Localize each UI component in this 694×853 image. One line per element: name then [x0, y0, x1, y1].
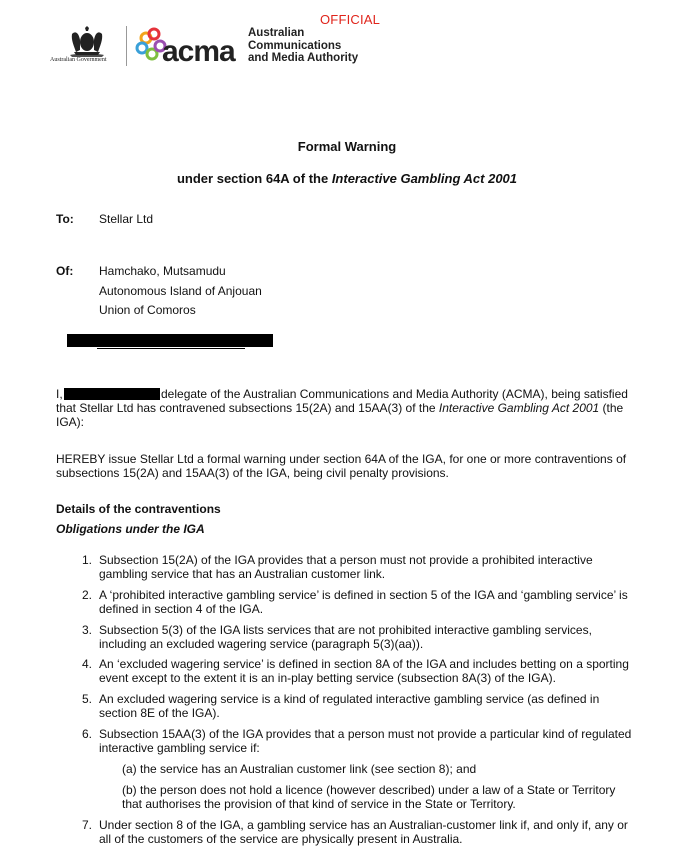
to-label: To:: [56, 212, 74, 226]
sub-item: [122, 783, 632, 811]
item-line: section 8E of the IGA).: [99, 706, 220, 720]
acma-name-line: Communications: [248, 39, 342, 52]
obligations-heading: Obligations under the IGA: [56, 522, 205, 536]
intro-line-2-act: Interactive Gambling Act 2001: [438, 401, 600, 415]
item-text: [99, 692, 639, 720]
classification-marking: OFFICIAL: [320, 12, 381, 27]
of-label: Of:: [56, 264, 74, 278]
sub-item-line: (b) the person does not hold a licence (however described) under a law of a State or Territory: [122, 783, 616, 797]
of-line: Union of Comoros: [99, 303, 196, 317]
item-line: including an excluded wagering service (paragraph 5(3)(aa)).: [99, 637, 424, 651]
item-number: 6.: [81, 727, 92, 741]
acma-name-line: Australian: [248, 27, 305, 39]
to-value: Stellar Ltd: [99, 212, 154, 226]
subtitle-act: Interactive Gambling Act 2001: [331, 171, 518, 186]
item-line: Subsection 15(2A) of the IGA provides that a person must not provide a prohibited interactive: [99, 553, 593, 567]
intro-line-2: [56, 401, 623, 415]
intro-line-3: IGA):: [56, 415, 85, 429]
item-line: interactive gambling service if:: [99, 741, 260, 755]
item-line: An excluded wagering service is a kind of regulated interactive gambling service (as defined in: [99, 692, 600, 706]
sub-item: [122, 762, 632, 776]
item-text: [99, 553, 639, 581]
item-line: A ‘prohibited interactive gambling service’ is defined in section 5 of the IGA and ‘gambling service’ is: [99, 588, 628, 602]
intro-prefix: I,: [56, 387, 63, 401]
item-text: [99, 588, 639, 616]
item-text: [99, 623, 639, 651]
item-line: event except to the extent it is an in-play betting service (subsection 8A(3) of the IGA).: [99, 671, 556, 685]
of-line: Hamchako, Mutsamudu: [99, 264, 226, 278]
item-line: An ‘excluded wagering service’ is defined in section 8A of the IGA and includes betting on a sporting: [99, 657, 629, 671]
sub-item-line: that authorises the provision of that kind of service in the State or Territory.: [122, 797, 516, 811]
acma-full-name: [248, 27, 358, 65]
item-line: Under section 8 of the IGA, a gambling service has an Australian-customer link if, and only if, any or: [99, 818, 628, 832]
intro-line-2-prefix: that Stellar Ltd has contravened subsections 15(2A) and 15AA(3) of the: [56, 401, 439, 415]
item-line: defined in section 4 of the IGA.: [99, 602, 264, 616]
of-line: Autonomous Island of Anjouan: [99, 284, 262, 298]
item-number: 1.: [81, 553, 92, 567]
details-heading: Details of the contraventions: [56, 502, 221, 516]
logo-divider: [126, 26, 127, 66]
item-text: [99, 818, 639, 846]
signature-underline: [97, 348, 245, 349]
hereby-line-2: subsections 15(2A) and 15AA(3) of the IGA, being civil penalty provisions.: [56, 466, 449, 480]
intro-line-2-suffix: (the: [599, 401, 624, 415]
item-number: 2.: [81, 588, 92, 602]
item-number: 7.: [81, 818, 92, 832]
item-text: [99, 657, 639, 685]
intro-line-1: delegate of the Australian Communications and Media Authority (ACMA), being satisfied: [161, 387, 628, 401]
item-line: Subsection 15AA(3) of the IGA provides that a person must not provide a particular kind of regulated: [99, 727, 632, 741]
sub-item-line: (a) the service has an Australian customer link (see section 8); and: [122, 762, 477, 776]
document-title: Formal Warning: [297, 139, 397, 154]
item-text: [99, 727, 639, 755]
item-line: all of the customers of the service are physically present in Australia.: [99, 832, 463, 846]
redaction-bar: [67, 334, 273, 347]
item-number: 4.: [81, 657, 92, 671]
acma-name-line: and Media Authority: [248, 52, 359, 64]
item-line: gambling service that has an Australian customer link.: [99, 567, 386, 581]
item-line: Subsection 5(3) of the IGA lists services that are not prohibited interactive gambling services,: [99, 623, 592, 637]
item-number: 5.: [81, 692, 92, 706]
item-number: 3.: [81, 623, 92, 637]
redaction-bar: [64, 388, 160, 400]
document-subtitle: [0, 171, 694, 186]
acma-wordmark: acma: [162, 35, 235, 68]
subtitle-prefix: under section 64A of the: [176, 171, 332, 186]
hereby-line-1: HEREBY issue Stellar Ltd a formal warning under section 64A of the IGA, for one or more contraventions of: [56, 452, 627, 466]
government-label: Australian Government: [50, 57, 107, 63]
